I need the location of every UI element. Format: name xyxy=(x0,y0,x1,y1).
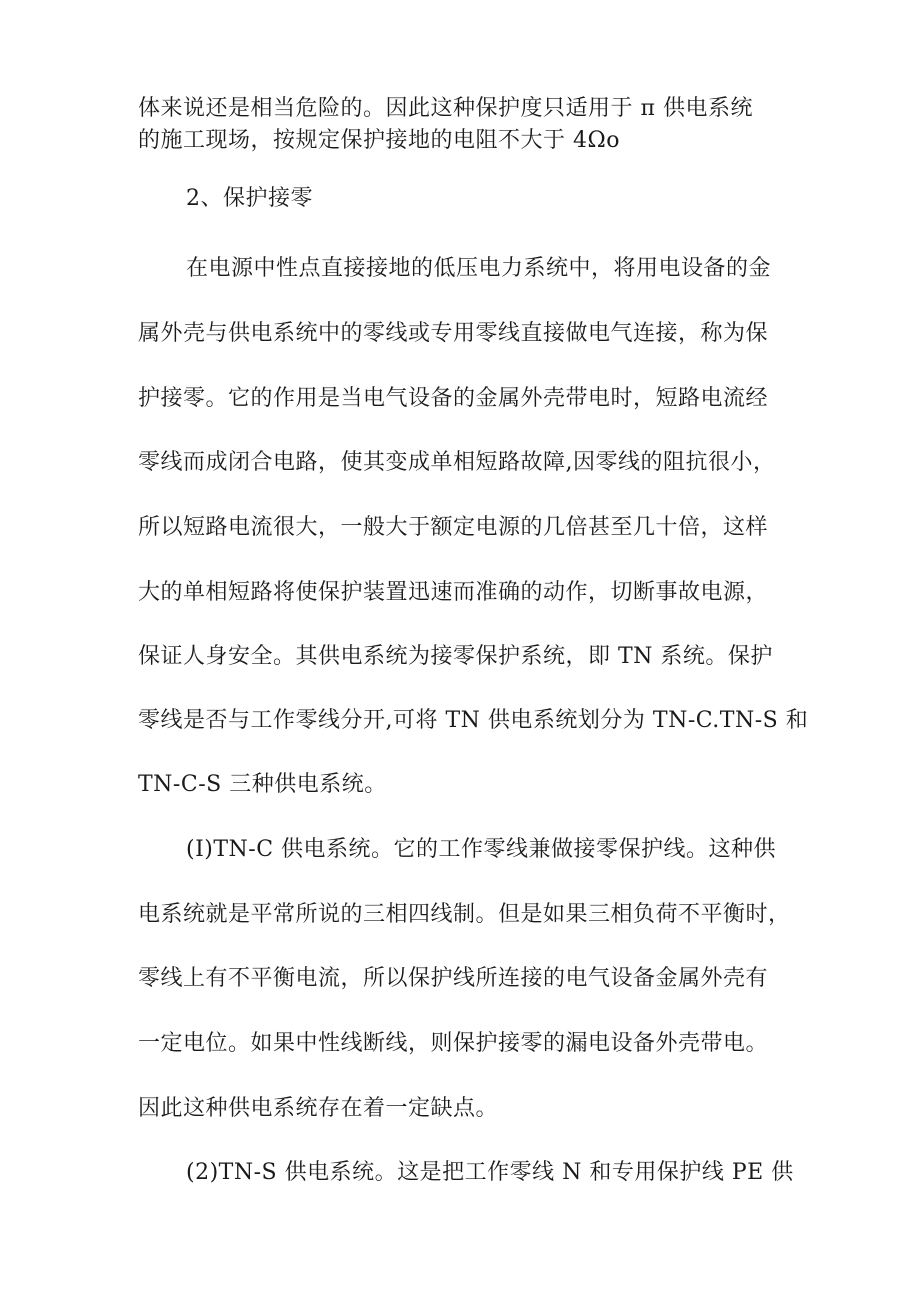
text-line: 属外壳与供电系统中的零线或专用零线直接做电气连接，称为保 xyxy=(138,321,769,346)
text-line: 在电源中性点直接接地的低压电力系统中，将用电设备的金 xyxy=(186,256,772,281)
text-line: 保证人身安全。其供电系统为接零保护系统，即 TN 系统。保护 xyxy=(138,644,773,669)
text-line: 零线而成闭合电路，使其变成单相短路故障,因零线的阻抗很小， xyxy=(138,450,776,475)
text-line: 大的单相短路将使保护装置迅速而准确的动作，切断事故电源， xyxy=(138,580,769,605)
text-line: 电系统就是平常所说的三相四线制。但是如果三相负荷不平衡时， xyxy=(138,902,791,927)
text-line: 体来说还是相当危险的。因此这种保护度只适用于 π 供电系统 xyxy=(138,96,753,121)
text-line: 因此这种供电系统存在着一定缺点。 xyxy=(138,1096,499,1121)
text-line: 护接零。它的作用是当电气设备的金属外壳带电时，短路电流经 xyxy=(138,386,769,411)
text-line: 所以短路电流很大，一般大于额定电源的几倍甚至几十倍，这样 xyxy=(138,515,769,540)
text-line: (I)TN-C 供电系统。它的工作零线兼做接零保护线。这种供 xyxy=(186,837,777,862)
text-line: 一定电位。如果中性线断线，则保护接零的漏电设备外壳带电。 xyxy=(138,1031,769,1056)
text-line: 的施工现场，按规定保护接地的电阻不大于 4Ωo xyxy=(138,128,620,153)
text-line: 零线是否与工作零线分开,可将 TN 供电系统划分为 TN-C.TN-S 和 xyxy=(138,708,809,733)
text-line: 零线上有不平衡电流，所以保护线所连接的电气设备金属外壳有 xyxy=(138,966,769,991)
text-line: TN-C-S 三种供电系统。 xyxy=(138,772,387,797)
text-line: (2)TN-S 供电系统。这是把工作零线 N 和专用保护线 PE 供 xyxy=(186,1160,794,1185)
section-heading: 2、保护接零 xyxy=(186,186,313,211)
